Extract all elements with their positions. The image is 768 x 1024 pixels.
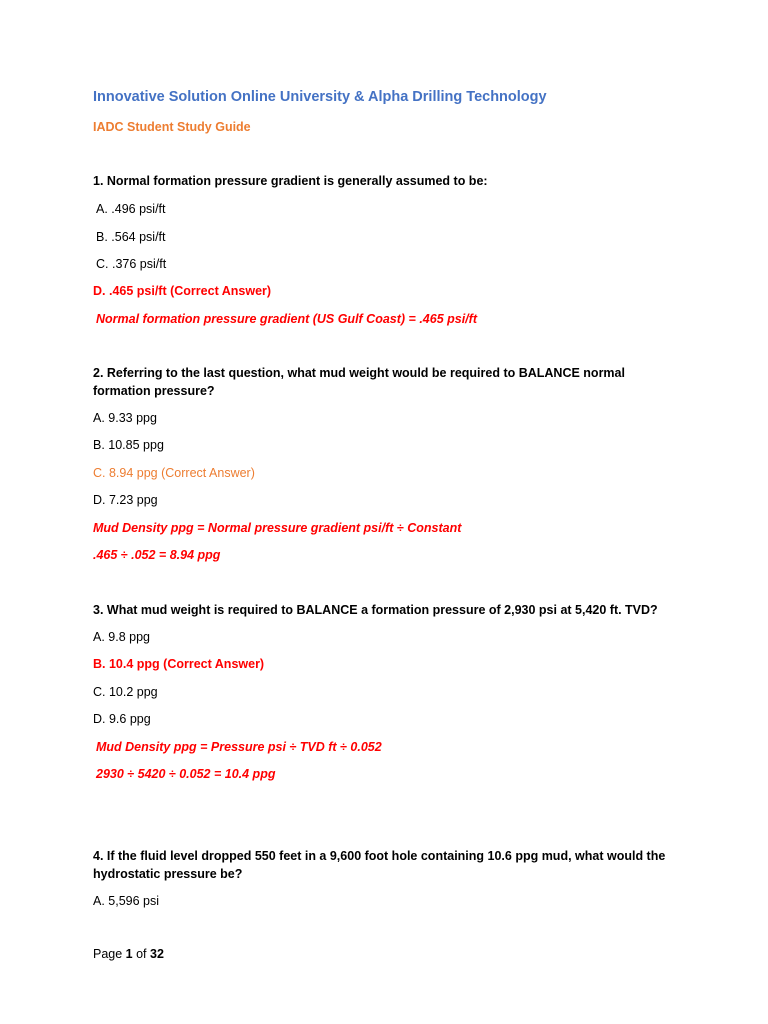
page-footer: [93, 947, 164, 961]
q3-option-b-correct: B. 10.4 ppg (Correct Answer): [93, 657, 265, 671]
document-title: Innovative Solution Online University & Alpha Drilling Technology: [93, 89, 547, 105]
q2-note-calc: .465 ÷ .052 = 8.94 ppg: [93, 548, 221, 562]
question-2-line-1: 2. Referring to the last question, what mud weight would be required to BALANCE normal: [93, 366, 625, 380]
q2-option-c-correct: C. 8.94 ppg (Correct Answer): [93, 466, 255, 480]
q3-option-a: A. 9.8 ppg: [93, 630, 150, 644]
footer-middle: of: [132, 947, 150, 961]
q1-option-c: C. .376 psi/ft: [96, 257, 167, 271]
q2-option-a: A. 9.33 ppg: [93, 411, 157, 425]
footer-page-number: 1: [125, 947, 133, 961]
question-2-line-2: formation pressure?: [93, 384, 215, 398]
q1-note: Normal formation pressure gradient (US Gulf Coast) = .465 psi/ft: [96, 312, 477, 326]
question-3: 3. What mud weight is required to BALANCE a formation pressure of 2,930 psi at 5,420 ft. TVD?: [93, 603, 658, 617]
q2-note-formula: Mud Density ppg = Normal pressure gradient psi/ft ÷ Constant: [93, 521, 462, 535]
question-4-line-2: hydrostatic pressure be?: [93, 867, 243, 881]
q1-option-b: B. .564 psi/ft: [96, 230, 166, 244]
q1-option-d-correct: D. .465 psi/ft (Correct Answer): [93, 284, 272, 298]
document-subtitle: IADC Student Study Guide: [93, 120, 251, 134]
q4-option-a: A. 5,596 psi: [93, 894, 160, 908]
q3-option-d: D. 9.6 ppg: [93, 712, 151, 726]
question-1: 1. Normal formation pressure gradient is generally assumed to be:: [93, 174, 488, 188]
q3-note-calc: 2930 ÷ 5420 ÷ 0.052 = 10.4 ppg: [96, 767, 276, 781]
q3-note-formula: Mud Density ppg = Pressure psi ÷ TVD ft ÷ 0.052: [96, 740, 382, 754]
q2-option-b: B. 10.85 ppg: [93, 438, 164, 452]
footer-prefix: Page: [93, 947, 126, 961]
q2-option-d: D. 7.23 ppg: [93, 493, 158, 507]
q1-option-a: A. .496 psi/ft: [96, 202, 166, 216]
q3-option-c: C. 10.2 ppg: [93, 685, 158, 699]
footer-page-total: 32: [150, 947, 164, 961]
question-4-line-1: 4. If the fluid level dropped 550 feet in a 9,600 foot hole containing 10.6 ppg mud, what would the: [93, 849, 666, 863]
